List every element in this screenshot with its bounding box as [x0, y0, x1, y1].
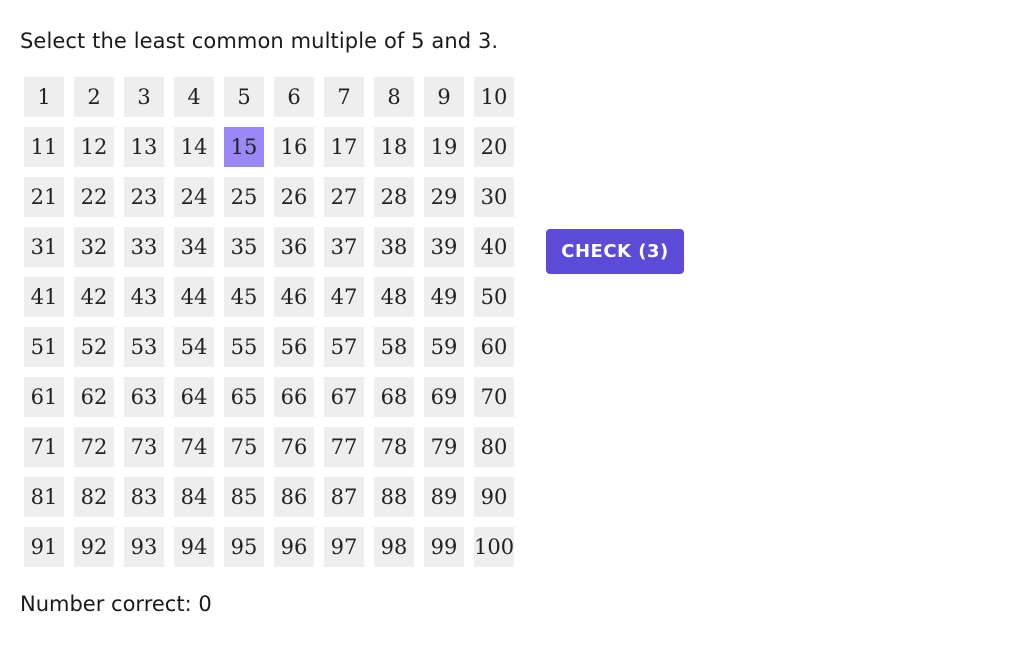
number-cell-54[interactable]: 54 [174, 327, 214, 367]
number-cell-24[interactable]: 24 [174, 177, 214, 217]
number-cell-70[interactable]: 70 [474, 377, 514, 417]
number-cell-62[interactable]: 62 [74, 377, 114, 417]
number-cell-91[interactable]: 91 [24, 527, 64, 567]
number-cell-53[interactable]: 53 [124, 327, 164, 367]
number-cell-28[interactable]: 28 [374, 177, 414, 217]
number-cell-40[interactable]: 40 [474, 227, 514, 267]
number-cell-45[interactable]: 45 [224, 277, 264, 317]
number-cell-85[interactable]: 85 [224, 477, 264, 517]
number-cell-35[interactable]: 35 [224, 227, 264, 267]
number-cell-36[interactable]: 36 [274, 227, 314, 267]
number-grid [24, 77, 524, 567]
number-cell-12[interactable]: 12 [74, 127, 114, 167]
number-cell-5[interactable]: 5 [224, 77, 264, 117]
number-cell-98[interactable]: 98 [374, 527, 414, 567]
number-cell-69[interactable]: 69 [424, 377, 464, 417]
number-cell-25[interactable]: 25 [224, 177, 264, 217]
number-cell-76[interactable]: 76 [274, 427, 314, 467]
number-cell-29[interactable]: 29 [424, 177, 464, 217]
number-cell-57[interactable]: 57 [324, 327, 364, 367]
number-cell-22[interactable]: 22 [74, 177, 114, 217]
number-cell-46[interactable]: 46 [274, 277, 314, 317]
number-cell-9[interactable]: 9 [424, 77, 464, 117]
number-cell-32[interactable]: 32 [74, 227, 114, 267]
check-button[interactable]: CHECK (3) [546, 229, 684, 274]
number-cell-31[interactable]: 31 [24, 227, 64, 267]
number-cell-50[interactable]: 50 [474, 277, 514, 317]
number-cell-65[interactable]: 65 [224, 377, 264, 417]
number-cell-92[interactable]: 92 [74, 527, 114, 567]
number-cell-37[interactable]: 37 [324, 227, 364, 267]
number-cell-83[interactable]: 83 [124, 477, 164, 517]
number-cell-30[interactable]: 30 [474, 177, 514, 217]
number-cell-80[interactable]: 80 [474, 427, 514, 467]
number-cell-49[interactable]: 49 [424, 277, 464, 317]
number-cell-94[interactable]: 94 [174, 527, 214, 567]
number-cell-51[interactable]: 51 [24, 327, 64, 367]
number-cell-1[interactable]: 1 [24, 77, 64, 117]
number-cell-26[interactable]: 26 [274, 177, 314, 217]
number-cell-47[interactable]: 47 [324, 277, 364, 317]
number-cell-16[interactable]: 16 [274, 127, 314, 167]
number-cell-93[interactable]: 93 [124, 527, 164, 567]
number-cell-74[interactable]: 74 [174, 427, 214, 467]
number-cell-8[interactable]: 8 [374, 77, 414, 117]
number-cell-48[interactable]: 48 [374, 277, 414, 317]
number-cell-68[interactable]: 68 [374, 377, 414, 417]
number-cell-79[interactable]: 79 [424, 427, 464, 467]
number-cell-89[interactable]: 89 [424, 477, 464, 517]
number-cell-95[interactable]: 95 [224, 527, 264, 567]
number-cell-27[interactable]: 27 [324, 177, 364, 217]
number-cell-66[interactable]: 66 [274, 377, 314, 417]
number-cell-3[interactable]: 3 [124, 77, 164, 117]
number-cell-34[interactable]: 34 [174, 227, 214, 267]
number-cell-88[interactable]: 88 [374, 477, 414, 517]
number-cell-75[interactable]: 75 [224, 427, 264, 467]
question-prompt: Select the least common multiple of 5 and 3. [20, 29, 499, 53]
number-cell-87[interactable]: 87 [324, 477, 364, 517]
number-cell-4[interactable]: 4 [174, 77, 214, 117]
number-cell-39[interactable]: 39 [424, 227, 464, 267]
number-cell-73[interactable]: 73 [124, 427, 164, 467]
number-cell-86[interactable]: 86 [274, 477, 314, 517]
number-cell-96[interactable]: 96 [274, 527, 314, 567]
number-cell-58[interactable]: 58 [374, 327, 414, 367]
number-cell-44[interactable]: 44 [174, 277, 214, 317]
number-cell-63[interactable]: 63 [124, 377, 164, 417]
number-cell-56[interactable]: 56 [274, 327, 314, 367]
number-cell-72[interactable]: 72 [74, 427, 114, 467]
number-cell-42[interactable]: 42 [74, 277, 114, 317]
number-cell-84[interactable]: 84 [174, 477, 214, 517]
number-cell-81[interactable]: 81 [24, 477, 64, 517]
number-cell-99[interactable]: 99 [424, 527, 464, 567]
number-cell-71[interactable]: 71 [24, 427, 64, 467]
number-cell-23[interactable]: 23 [124, 177, 164, 217]
number-cell-20[interactable]: 20 [474, 127, 514, 167]
number-cell-17[interactable]: 17 [324, 127, 364, 167]
number-cell-13[interactable]: 13 [124, 127, 164, 167]
number-cell-52[interactable]: 52 [74, 327, 114, 367]
number-cell-10[interactable]: 10 [474, 77, 514, 117]
number-cell-64[interactable]: 64 [174, 377, 214, 417]
score-text: Number correct: 0 [20, 592, 212, 616]
number-cell-18[interactable]: 18 [374, 127, 414, 167]
number-cell-11[interactable]: 11 [24, 127, 64, 167]
number-cell-67[interactable]: 67 [324, 377, 364, 417]
number-cell-100[interactable]: 100 [474, 527, 514, 567]
number-cell-55[interactable]: 55 [224, 327, 264, 367]
number-cell-7[interactable]: 7 [324, 77, 364, 117]
number-cell-82[interactable]: 82 [74, 477, 114, 517]
number-cell-21[interactable]: 21 [24, 177, 64, 217]
number-cell-33[interactable]: 33 [124, 227, 164, 267]
number-cell-43[interactable]: 43 [124, 277, 164, 317]
number-cell-2[interactable]: 2 [74, 77, 114, 117]
number-cell-61[interactable]: 61 [24, 377, 64, 417]
number-cell-59[interactable]: 59 [424, 327, 464, 367]
number-cell-6[interactable]: 6 [274, 77, 314, 117]
number-cell-19[interactable]: 19 [424, 127, 464, 167]
number-cell-60[interactable]: 60 [474, 327, 514, 367]
number-cell-78[interactable]: 78 [374, 427, 414, 467]
number-cell-77[interactable]: 77 [324, 427, 364, 467]
number-cell-38[interactable]: 38 [374, 227, 414, 267]
number-cell-97[interactable]: 97 [324, 527, 364, 567]
number-cell-15[interactable]: 15 [224, 127, 264, 167]
number-cell-90[interactable]: 90 [474, 477, 514, 517]
number-cell-14[interactable]: 14 [174, 127, 214, 167]
number-cell-41[interactable]: 41 [24, 277, 64, 317]
